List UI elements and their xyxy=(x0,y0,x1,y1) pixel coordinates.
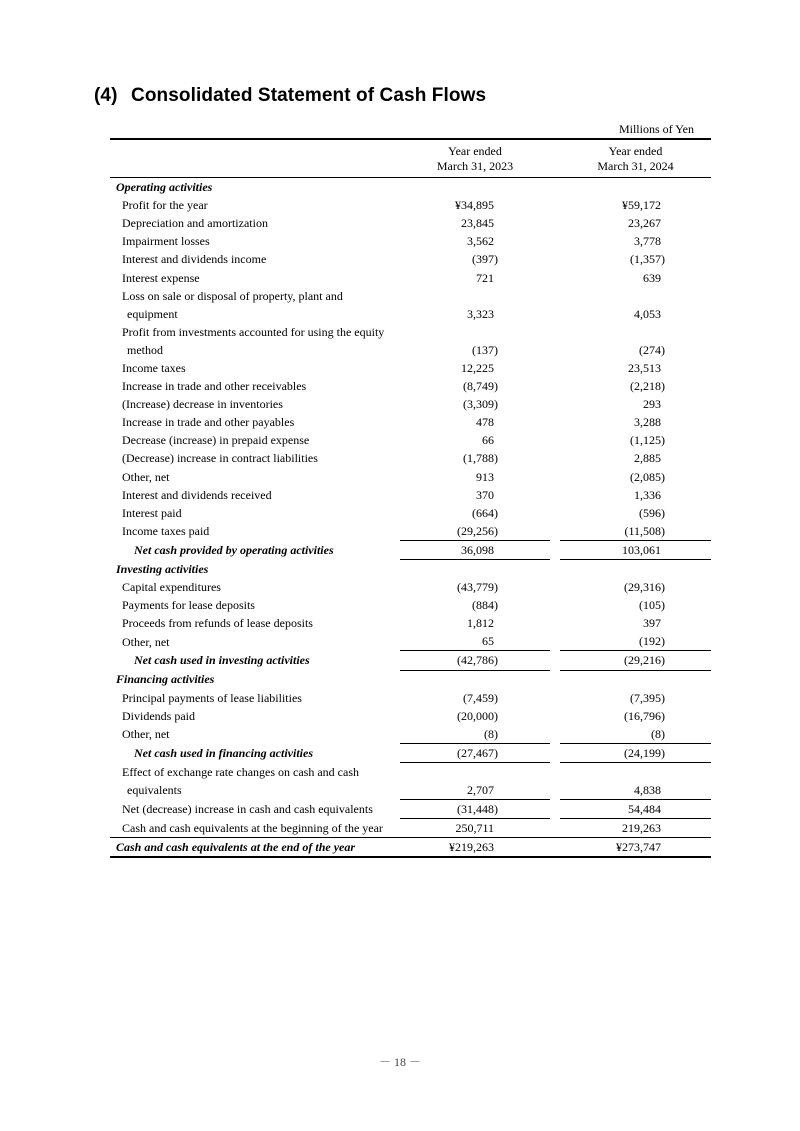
row-label-payments-for-lease-deposits: Payments for lease deposits xyxy=(122,598,255,613)
section-heading-row xyxy=(110,670,711,689)
subtotal-row xyxy=(110,540,711,559)
value-fy2024: (29,216) xyxy=(560,651,711,670)
value-fy2023: 12,225 xyxy=(461,360,494,375)
value-fy2023: ¥219,263 xyxy=(400,838,550,858)
table-row xyxy=(110,268,711,286)
row-label-proceeds-from-refunds-of-lease-deposits: Proceeds from refunds of lease deposits xyxy=(122,616,313,631)
value-fy2024: 23,513 xyxy=(628,360,661,375)
value-fy2023: (137) xyxy=(472,342,498,357)
value-fy2023: (7,459) xyxy=(463,690,498,705)
row-label-income-taxes-paid: Income taxes paid xyxy=(122,524,210,539)
table-row xyxy=(110,377,711,395)
row-label-interest-expense: Interest expense xyxy=(122,270,200,285)
subtotal-row xyxy=(110,743,711,762)
value-fy2023: (43,779) xyxy=(457,580,498,595)
row-label-principal-payments-of-lease-liabilities: Principal payments of lease liabilities xyxy=(122,690,302,705)
value-fy2023: 721 xyxy=(476,270,494,285)
value-fy2024: (8) xyxy=(651,726,665,741)
row-label-net-cash-used-in-investing-activities: Net cash used in investing activities xyxy=(134,653,310,668)
column-header-line1: Year ended xyxy=(608,144,663,158)
row-label-other-net: Other, net xyxy=(122,727,170,742)
value-fy2024: (24,199) xyxy=(560,743,711,762)
value-fy2023 xyxy=(400,287,550,305)
table-row xyxy=(110,196,711,214)
table-row xyxy=(110,522,711,541)
value-fy2023: (664) xyxy=(472,505,498,520)
value-fy2023: (8,749) xyxy=(463,379,498,394)
value-fy2023 xyxy=(400,178,550,197)
row-label-interest-and-dividends-income: Interest and dividends income xyxy=(122,252,267,267)
value-fy2023: (3,309) xyxy=(463,397,498,412)
value-fy2024: (1,125) xyxy=(630,433,665,448)
row-label-net-decrease-increase-in-cash-and-cash-equivalents: Net (decrease) increase in cash and cash equivalents xyxy=(122,802,373,817)
value-fy2024: 397 xyxy=(643,616,661,631)
table-row xyxy=(110,819,711,838)
row-label-equipment: equipment xyxy=(127,306,178,321)
table-row xyxy=(110,359,711,377)
value-fy2024: 219,263 xyxy=(560,819,711,838)
cash-flow-table xyxy=(110,138,711,858)
table-row xyxy=(110,632,711,651)
value-fy2024 xyxy=(560,763,711,782)
row-label-financing-activities: Financing activities xyxy=(116,672,215,687)
value-fy2024 xyxy=(560,323,711,341)
value-fy2023: 1,812 xyxy=(467,616,494,631)
section-number: (4) xyxy=(94,85,118,106)
statement-title: Consolidated Statement of Cash Flows xyxy=(131,85,487,106)
table-row xyxy=(110,323,711,341)
table-row xyxy=(110,707,711,725)
table-row xyxy=(110,449,711,467)
value-fy2024: ¥59,172 xyxy=(622,198,661,213)
table-row xyxy=(110,504,711,522)
row-label-income-taxes: Income taxes xyxy=(122,360,186,375)
row-label-profit-for-the-year: Profit for the year xyxy=(122,198,208,213)
table-row xyxy=(110,689,711,707)
label-column-header xyxy=(110,139,400,178)
column-header-line2: March 31, 2024 xyxy=(597,159,674,173)
row-label-increase-in-trade-and-other-receivables: Increase in trade and other receivables xyxy=(122,379,307,394)
value-fy2023 xyxy=(400,559,550,578)
table-row xyxy=(110,232,711,250)
value-fy2024: 4,053 xyxy=(634,306,661,321)
row-label-equivalents: equivalents xyxy=(127,783,182,798)
grand-total-row xyxy=(110,838,711,858)
value-fy2024: 54,484 xyxy=(560,800,711,819)
value-fy2023: 36,098 xyxy=(400,540,550,559)
value-fy2024: 3,288 xyxy=(634,415,661,430)
value-fy2024: 1,336 xyxy=(634,487,661,502)
column-header-line2: March 31, 2023 xyxy=(436,159,514,173)
row-label-interest-paid: Interest paid xyxy=(122,505,182,520)
table-row xyxy=(110,431,711,449)
value-fy2024: 103,061 xyxy=(560,540,711,559)
row-label-increase-in-trade-and-other-payables: Increase in trade and other payables xyxy=(122,415,295,430)
value-fy2023: 3,323 xyxy=(467,306,494,321)
table-row xyxy=(110,305,711,323)
value-fy2023: (397) xyxy=(472,252,498,267)
value-fy2023: 3,562 xyxy=(467,234,494,249)
value-fy2023: 2,707 xyxy=(467,783,494,798)
page-title xyxy=(94,85,486,107)
row-label-other-net: Other, net xyxy=(122,634,170,649)
value-fy2024: 4,838 xyxy=(634,783,661,798)
value-fy2024 xyxy=(560,287,711,305)
value-fy2023: 913 xyxy=(476,469,494,484)
row-label-other-net: Other, net xyxy=(122,469,170,484)
table-row xyxy=(110,341,711,359)
value-fy2023: 370 xyxy=(476,487,494,502)
value-fy2023 xyxy=(400,323,550,341)
table-row xyxy=(110,614,711,632)
row-label-increase-decrease-in-inventories: (Increase) decrease in inventories xyxy=(122,397,283,412)
table-row xyxy=(110,468,711,486)
table-row xyxy=(110,214,711,232)
table-row xyxy=(110,287,711,305)
section-heading-row xyxy=(110,559,711,578)
value-fy2024 xyxy=(560,178,711,197)
table-row xyxy=(110,763,711,782)
row-label-net-cash-used-in-financing-activities: Net cash used in financing activities xyxy=(134,745,314,760)
section-heading-row xyxy=(110,178,711,197)
row-label-effect-of-exchange-rate-changes-on-cash-and-cash: Effect of exchange rate changes on cash and cash xyxy=(122,764,359,779)
value-fy2023: (8) xyxy=(484,726,498,741)
table-row xyxy=(110,781,711,800)
table-row xyxy=(110,596,711,614)
row-label-net-cash-provided-by-operating-activities: Net cash provided by operating activities xyxy=(134,542,334,557)
value-fy2023: (884) xyxy=(472,598,498,613)
value-fy2023: 23,845 xyxy=(461,216,494,231)
table-row xyxy=(110,250,711,268)
row-label-method: method xyxy=(127,342,163,357)
value-fy2023: ¥34,895 xyxy=(455,198,494,213)
value-fy2024 xyxy=(560,559,711,578)
row-label-decrease-increase-in-prepaid-expense: Decrease (increase) in prepaid expense xyxy=(122,433,310,448)
page-number: － 18 － xyxy=(378,1055,421,1069)
value-fy2024: 639 xyxy=(643,270,661,285)
value-fy2023: (20,000) xyxy=(457,708,498,723)
row-label-impairment-losses: Impairment losses xyxy=(122,234,210,249)
value-fy2023: 250,711 xyxy=(400,819,550,838)
row-label-cash-and-cash-equivalents-at-the-beginning-of-the-year: Cash and cash equivalents at the beginning of the year xyxy=(122,821,383,836)
value-fy2023: (29,256) xyxy=(457,523,498,538)
value-fy2023: (1,788) xyxy=(463,451,498,466)
value-fy2024: (1,357) xyxy=(630,252,665,267)
table-row xyxy=(110,413,711,431)
table-row xyxy=(110,395,711,413)
value-fy2023 xyxy=(400,763,550,782)
value-fy2024: (192) xyxy=(639,634,665,649)
value-fy2023: 66 xyxy=(482,433,494,448)
row-label-profit-from-investments-accounted-for-using-the-equity: Profit from investments accounted for using the equity xyxy=(122,324,385,339)
cash-flow-rows xyxy=(110,178,711,858)
value-fy2024: (7,395) xyxy=(630,690,665,705)
table-row xyxy=(110,800,711,819)
currency-unit: Millions of Yen xyxy=(618,122,694,136)
value-fy2024: (2,218) xyxy=(630,379,665,394)
row-label-depreciation-and-amortization: Depreciation and amortization xyxy=(122,216,268,231)
value-fy2024: 3,778 xyxy=(634,234,661,249)
value-fy2023: (31,448) xyxy=(400,800,550,819)
table-row xyxy=(110,725,711,744)
column-header-fy2023 xyxy=(400,139,550,178)
value-fy2024: (29,316) xyxy=(624,580,665,595)
row-label-operating-activities: Operating activities xyxy=(116,180,213,195)
row-label-cash-and-cash-equivalents-at-the-end-of-the-year: Cash and cash equivalents at the end of the year xyxy=(110,838,400,858)
value-fy2024: (11,508) xyxy=(624,523,665,538)
value-fy2023: 65 xyxy=(482,634,494,649)
value-fy2024: 2,885 xyxy=(634,451,661,466)
value-fy2023 xyxy=(400,670,550,689)
row-label-decrease-increase-in-contract-liabilities: (Decrease) increase in contract liabilities xyxy=(122,451,318,466)
subtotal-row xyxy=(110,651,711,670)
row-label-dividends-paid: Dividends paid xyxy=(122,708,195,723)
value-fy2024: (16,796) xyxy=(624,708,665,723)
value-fy2024: (596) xyxy=(639,505,665,520)
value-fy2024: ¥273,747 xyxy=(560,838,711,858)
table-row xyxy=(110,578,711,596)
value-fy2024 xyxy=(560,670,711,689)
value-fy2023: (27,467) xyxy=(400,743,550,762)
value-fy2023: (42,786) xyxy=(400,651,550,670)
column-header-line1: Year ended xyxy=(448,144,502,158)
row-label-loss-on-sale-or-disposal-of-property-plant-and: Loss on sale or disposal of property, plant and xyxy=(122,288,343,303)
column-header-row xyxy=(110,139,711,178)
value-fy2024: 23,267 xyxy=(628,216,661,231)
row-label-interest-and-dividends-received: Interest and dividends received xyxy=(122,487,272,502)
table-row xyxy=(110,486,711,504)
row-label-capital-expenditures: Capital expenditures xyxy=(122,580,221,595)
column-header-fy2024 xyxy=(560,139,711,178)
value-fy2024: (105) xyxy=(639,598,665,613)
value-fy2024: (2,085) xyxy=(630,469,665,484)
value-fy2024: 293 xyxy=(643,397,661,412)
value-fy2024: (274) xyxy=(639,342,665,357)
row-label-investing-activities: Investing activities xyxy=(116,561,209,576)
value-fy2023: 478 xyxy=(476,415,494,430)
